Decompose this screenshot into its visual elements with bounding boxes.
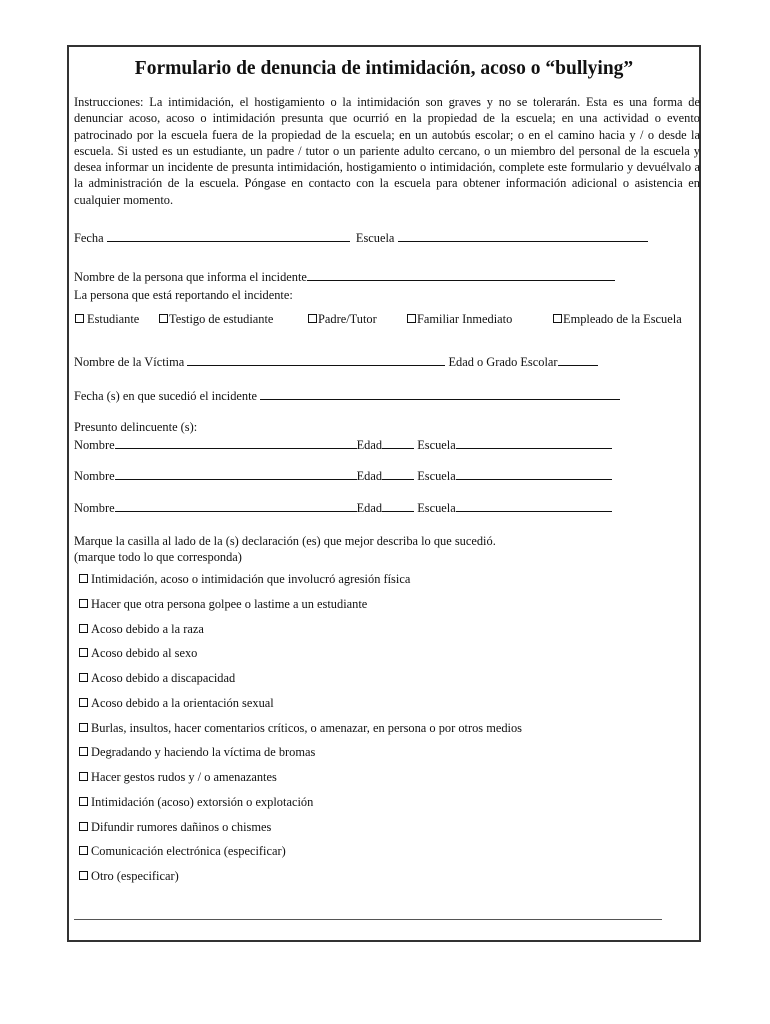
offender-name-field[interactable] xyxy=(115,437,357,449)
checkbox[interactable] xyxy=(79,797,88,806)
checkbox[interactable] xyxy=(79,599,88,608)
age-grade-field[interactable] xyxy=(558,354,598,366)
offenders-label: Presunto delincuente (s): xyxy=(74,420,198,434)
date-school-row xyxy=(74,230,648,246)
checkbox[interactable] xyxy=(75,314,84,323)
checkbox[interactable] xyxy=(79,822,88,831)
offender-school-field[interactable] xyxy=(456,500,612,512)
checkbox[interactable] xyxy=(79,698,88,707)
offender-age-field[interactable] xyxy=(382,468,414,480)
reporter-name-row xyxy=(74,269,615,285)
offender-school-field[interactable] xyxy=(456,468,612,480)
checkbox[interactable] xyxy=(159,314,168,323)
reporter-type-label: La persona que está reportando el incidente: xyxy=(74,288,293,302)
reporter-type-estudiante[interactable]: Estudiante xyxy=(75,312,139,327)
offender-name-field[interactable] xyxy=(115,500,357,512)
offender-age-field[interactable] xyxy=(382,437,414,449)
reporter-name-label: Nombre de la persona que informa el incidente xyxy=(74,270,307,284)
victim-name-field[interactable] xyxy=(187,354,445,366)
option-item[interactable]: Degradando y haciendo la víctima de bromas xyxy=(79,745,315,760)
fecha-field[interactable] xyxy=(107,230,350,242)
offender-school-field[interactable] xyxy=(456,437,612,449)
offender-row: Nombre Edad Escuela xyxy=(74,468,612,484)
form-frame xyxy=(67,45,701,942)
option-item[interactable]: Acoso debido al sexo xyxy=(79,646,197,661)
checkbox[interactable] xyxy=(79,648,88,657)
checkbox[interactable] xyxy=(79,871,88,880)
checkbox[interactable] xyxy=(407,314,416,323)
checkbox[interactable] xyxy=(79,723,88,732)
option-item[interactable]: Otro (especificar) xyxy=(79,869,179,884)
reporter-name-field[interactable] xyxy=(307,269,615,281)
incident-dates-field[interactable] xyxy=(260,388,620,400)
victim-row xyxy=(74,354,598,370)
checkbox[interactable] xyxy=(79,772,88,781)
option-item[interactable]: Comunicación electrónica (especificar) xyxy=(79,844,286,859)
reporter-type-empleado[interactable]: Empleado de la Escuela xyxy=(553,312,682,327)
escuela-label: Escuela xyxy=(355,231,395,245)
mark-note: (marque todo lo que corresponda) xyxy=(74,550,242,564)
option-item[interactable]: Hacer gestos rudos y / o amenazantes xyxy=(79,770,277,785)
form-title: Formulario de denuncia de intimidación, acoso o “bullying” xyxy=(134,58,634,79)
option-item[interactable]: Acoso debido a la orientación sexual xyxy=(79,696,274,711)
checkbox[interactable] xyxy=(79,846,88,855)
option-item[interactable]: Intimidación, acoso o intimidación que involucró agresión física xyxy=(79,572,410,587)
checkbox[interactable] xyxy=(553,314,562,323)
victim-label: Nombre de la Víctima xyxy=(74,355,185,369)
age-grade-label: Edad o Grado Escolar xyxy=(448,355,558,369)
offender-row: Nombre Edad Escuela xyxy=(74,437,612,453)
option-item[interactable]: Intimidación (acoso) extorsión o explotación xyxy=(79,795,313,810)
checkbox[interactable] xyxy=(79,673,88,682)
offender-age-field[interactable] xyxy=(382,500,414,512)
option-item[interactable]: Burlas, insultos, hacer comentarios críticos, o amenazar, en persona o por otros medios xyxy=(79,721,522,736)
reporter-type-familiar[interactable]: Familiar Inmediato xyxy=(407,312,512,327)
option-item[interactable]: Difundir rumores dañinos o chismes xyxy=(79,820,271,835)
option-item[interactable]: Acoso debido a discapacidad xyxy=(79,671,235,686)
offender-name-field[interactable] xyxy=(115,468,357,480)
incident-dates-label: Fecha (s) en que sucedió el incidente xyxy=(74,389,258,403)
option-item[interactable]: Acoso debido a la raza xyxy=(79,622,204,637)
offender-row: Nombre Edad Escuela xyxy=(74,500,612,516)
instructions-paragraph: Instrucciones: La intimidación, el hostigamiento o la intimidación son graves y no se tolerarán. Esta es una forma de denunciar acoso, acoso o intimidación presunta que ocurrió en la propiedad de la escuela; en una actividad o evento patrocinado por la escuela fuera de la propiedad de la escuela; en un autobús escolar; o en el camino hacia y / o desde la escuela. Si usted es un estudiante, un padre / tutor o un pariente adulto cercano, o un miembro del personal de la escuela y desea informar un incidente de presunta intimidación, hostigamiento o intimidación, complete este formulario y devuélvalo a la administración de la escuela. Póngase en contacto con la escuela para obtener información adicional o asistencia en cualquier momento. xyxy=(74,95,700,207)
escuela-field[interactable] xyxy=(398,230,648,242)
option-item[interactable]: Hacer que otra persona golpee o lastime a un estudiante xyxy=(79,597,367,612)
mark-instruction: Marque la casilla al lado de la (s) declaración (es) que mejor describa lo que sucedió. xyxy=(74,534,496,548)
checkbox[interactable] xyxy=(79,574,88,583)
incident-dates-row xyxy=(74,388,620,404)
comments-line[interactable] xyxy=(74,919,662,920)
fecha-label: Fecha xyxy=(74,231,104,245)
reporter-type-padre-tutor[interactable]: Padre/Tutor xyxy=(308,312,377,327)
checkbox[interactable] xyxy=(79,624,88,633)
checkbox[interactable] xyxy=(308,314,317,323)
checkbox[interactable] xyxy=(79,747,88,756)
reporter-type-testigo[interactable]: Testigo de estudiante xyxy=(159,312,273,327)
